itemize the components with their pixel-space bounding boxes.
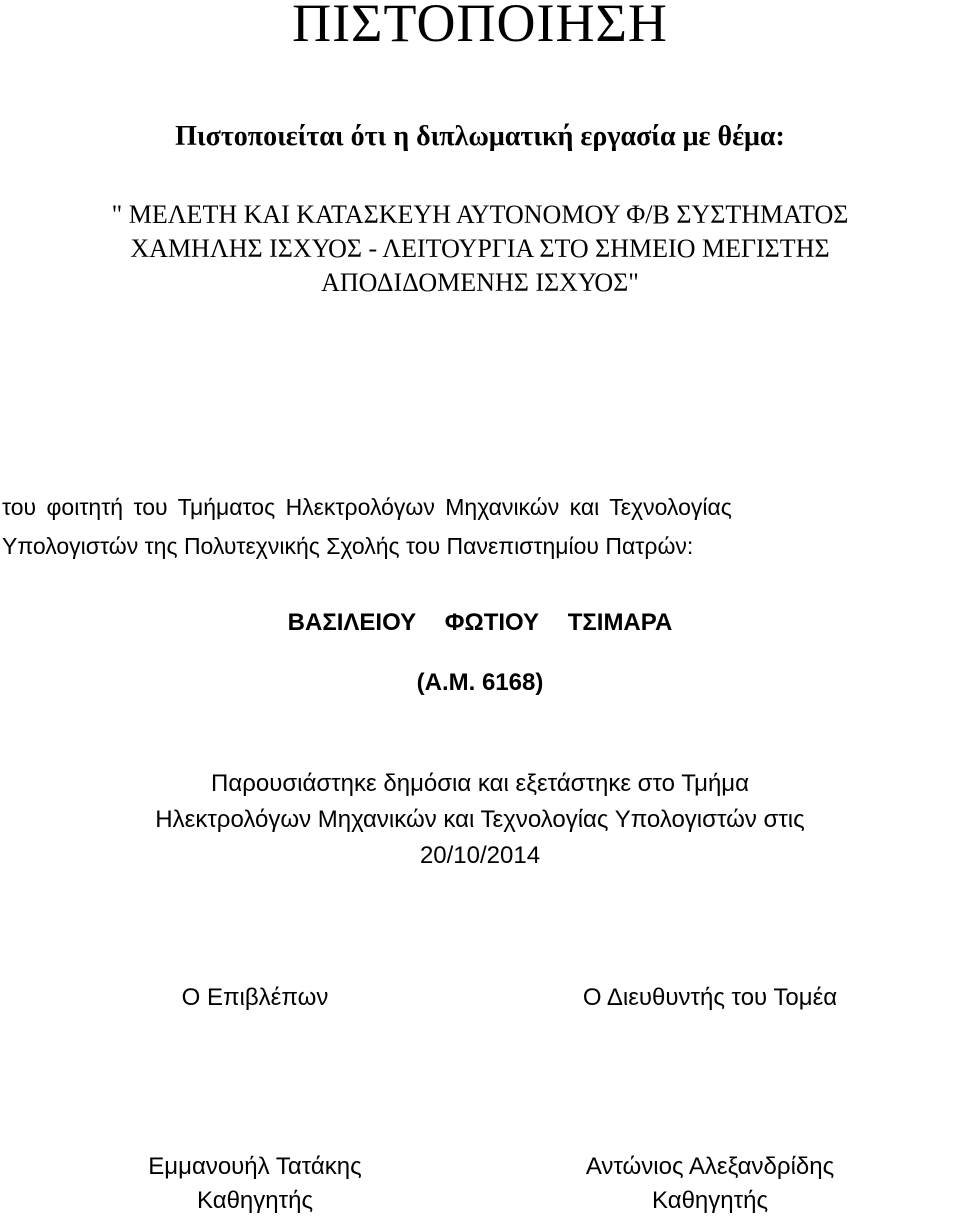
thesis-title-line: " ΜΕΛΕΤΗ ΚΑΙ ΚΑΤΑΣΚΕΥΗ ΑΥΤΟΝΟΜΟΥ Φ/Β ΣΥΣΤΗΜΑΤΟΣ [111,200,849,229]
student-info [2,488,960,566]
presentation-date: 20/10/2014 [419,842,541,869]
thesis-title [0,198,960,300]
student-info-line: Υπολογιστών της Πολυτεχνικής Σχολής του Πανεπιστημίου Πατρών: [2,533,694,559]
director-name: Αντώνιος Αλεξανδρίδης [585,1153,835,1180]
thesis-title-line: ΑΠΟΔΙΔΟΜΕΝΗΣ ΙΣΧΥΟΣ" [321,268,639,297]
student-registration-number: (Α.Μ. 6168) [416,669,544,696]
thesis-title-line: ΧΑΜΗΛΗΣ ΙΣΧΥΟΣ - ΛΕΙΤΟΥΡΓΙΑ ΣΤΟ ΣΗΜΕΙΟ ΜΕΓΙΣΤΗΣ [130,234,830,263]
director-rank: Καθηγητής [651,1187,769,1214]
supervisor-rank: Καθηγητής [196,1187,314,1214]
supervisor-name: Εμμανουήλ Τατάκης [148,1153,362,1180]
intro-text: Πιστοποιείται ότι η διπλωματική εργασία με θέμα: [175,121,785,152]
presentation-line: Ηλεκτρολόγων Μηχανικών και Τεχνολογίας Υπολογιστών στις [155,806,805,833]
presentation-line: Παρουσιάστηκε δημόσια και εξετάστηκε στο Τμήμα [211,770,749,797]
page-title: ΠΙΣΤΟΠΟΙΗΣΗ [292,0,668,53]
student-info-line: του φοιτητή του Τμήματος Ηλεκτρολόγων Μηχανικών και Τεχνολογίας [2,494,732,520]
director-role: Ο Διευθυντής του Τομέα [582,984,838,1011]
presentation-statement [0,766,960,874]
student-name: ΒΑΣΙΛΕΙΟΥ ΦΩΤΙΟΥ ΤΣΙΜΑΡΑ [287,609,673,636]
supervisor-role: Ο Επιβλέπων [181,984,329,1011]
